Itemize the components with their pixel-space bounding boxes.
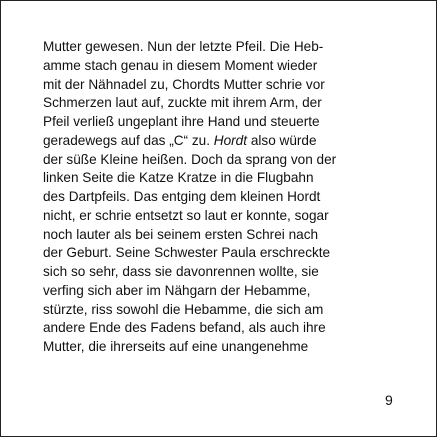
name-hordt-italic: Hordt [213,132,248,148]
text-line-6 [43,132,403,151]
text-line-11: noch lauter als bei seinem ersten Schrei nach [43,226,319,242]
text-line-6-end: also würde [250,132,317,148]
text-line-9: des Dartpfeils. Das entging dem kleinen Hordt [43,189,321,204]
text-line-5: Pfeil verließ ungeplant ihre Hand und steuerte [43,114,320,129]
text-line-10: nicht, er schrie entsetzt so laut er konnte, sogar [43,207,329,223]
text-line-3: mit der Nähnadel zu, Chordts Mutter schrie vor [43,76,325,92]
text-line-2: amme stach genau in diesem Moment wieder [43,57,318,73]
text-line-13: sich so sehr, dass sie davonrennen wollte, sie [43,264,319,279]
body-text [43,38,403,357]
text-line-14: verfing sich aber im Nähgarn der Hebamme, [43,282,311,298]
text-line-1: Mutter gewesen. Nun der letzte Pfeil. Die Heb- [43,39,324,54]
text-line-7: der süße Kleine heißen. Doch da sprang von der [43,151,337,167]
text-line-8: linken Seite die Katze Kratze in die Flugbahn [43,170,314,186]
text-line-15: stürzte, riss sowohl die Hebamme, die sich am [43,301,324,317]
text-line-6-start: geradewegs auf das „C“ zu. [43,132,210,148]
text-line-12: der Geburt. Seine Schwester Paula erschreckte [43,245,331,261]
text-line-17: Mutter, die ihrerseits auf eine unangenehme [43,339,309,354]
text-line-4: Schmerzen laut auf, zuckte mit ihrem Arm, der [43,95,322,111]
text-line-16: andere Ende des Fadens befand, als auch ihre [43,320,326,336]
page-number: 9 [385,392,393,408]
